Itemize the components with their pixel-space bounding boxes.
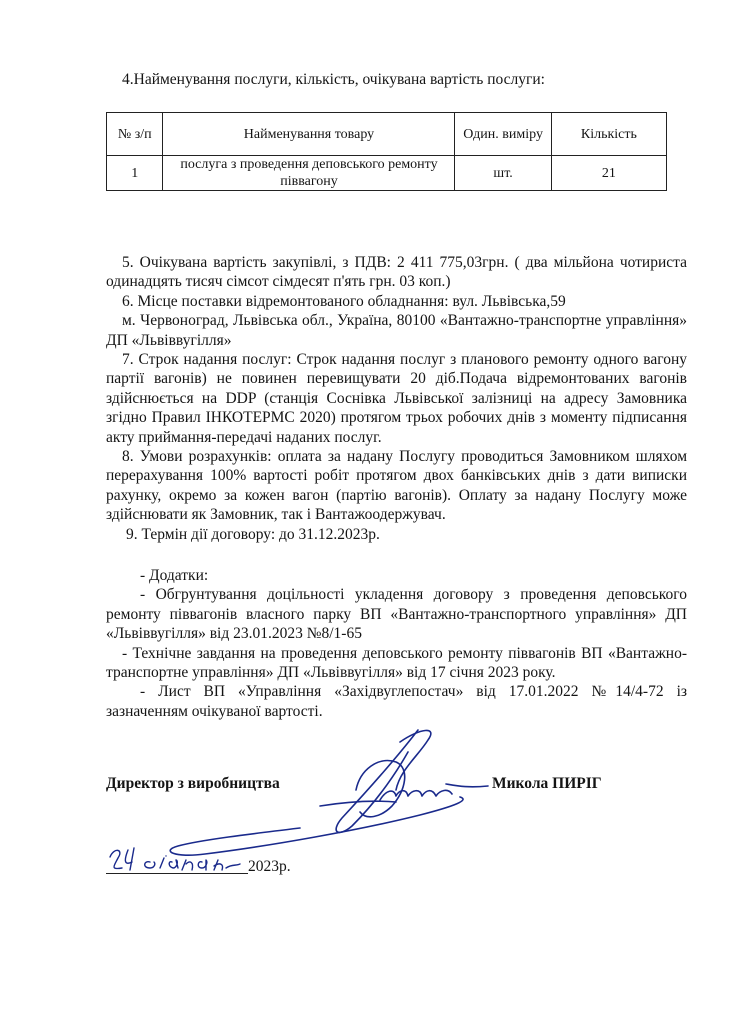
attachment-item: - Лист ВП «Управління «Західвуглепостач» від 17.01.2022 №14/4-72 із зазначенням очікуваної вартості. <box>106 683 687 720</box>
attachment-item: - Обгрунтування доцільності укладення договору з проведення деповського ремонту піввагонів власного парку ВП «Вантажно-транспортного управління» ДП «Львіввугілля» від 23.01.2023 №8/1-65 <box>106 586 687 643</box>
cell-name: послуга з проведення деповського ремонту піввагону <box>163 156 455 191</box>
paragraph-7: 7. Строк надання послуг: Строк надання послуг з планового ремонту одного вагону партії вагонів) не повинен перевищувати 20 діб.Подача відремонтованих вагонів здійснюється на DDP (станція Соснівка Львівської залізниці на адресу Замовника згідно Правил ІНКОТЕРМС 2020) протягом трьох робочих днів з моменту підписання акту приймання-передачі наданих послуг. <box>106 351 687 446</box>
col-header-num: № з/п <box>107 113 163 156</box>
paragraph-6-address: м. Червоноград, Львівська обл., Україна, 80100 «Вантажно-транспортне управління» ДП «Львіввугілля» <box>106 312 687 349</box>
col-header-name: Найменування товару <box>163 113 455 156</box>
attachments-title: - Додатки: <box>140 567 209 584</box>
paragraph-8: 8. Умови розрахунків: оплата за надану Послугу проводиться Замовником шляхом перерахування 100% вартості робіт протягом двох банківських днів з дати виписки рахунку, окремо за кожен вагон (партію вагонів). Оплату за надану Послугу може здійснювати як Замовник, так і Вантажоодержувач. <box>106 448 687 524</box>
date-handwritten <box>106 858 248 874</box>
paragraph-5: 5. Очікувана вартість закупівлі, з ПДВ: 2 411 775,03грн. ( два мільйона чотириста одинадцять тисяч сімсот сімдесят п'ять грн. 03 коп.) <box>106 254 687 291</box>
signer-position: Директор з виробництва <box>106 775 280 792</box>
paragraph-9: 9. Термін дії договору: до 31.12.2023р. <box>126 525 380 543</box>
attachment-item: - Технічне завдання на проведення деповського ремонту піввагонів ВП «Вантажно-транспортне управління» ДП «Львіввугілля» від 17 січня 2023 року. <box>106 644 687 682</box>
col-header-qty: Кількість <box>551 113 666 156</box>
signer-name: Микола ПИРІГ <box>492 775 602 792</box>
paragraph-6: 6. Місце поставки відремонтованого обладнання: вул. Львівська,59 <box>122 292 566 310</box>
date-year: 2023р. <box>248 858 291 875</box>
cell-num: 1 <box>107 156 163 191</box>
date-line <box>106 858 291 876</box>
cell-unit: шт. <box>455 156 551 191</box>
col-header-unit: Один. виміру <box>455 113 551 156</box>
section-4-heading: 4.Найменування послуги, кількість, очікувана вартість послуги: <box>122 71 545 88</box>
cell-qty: 21 <box>551 156 666 191</box>
